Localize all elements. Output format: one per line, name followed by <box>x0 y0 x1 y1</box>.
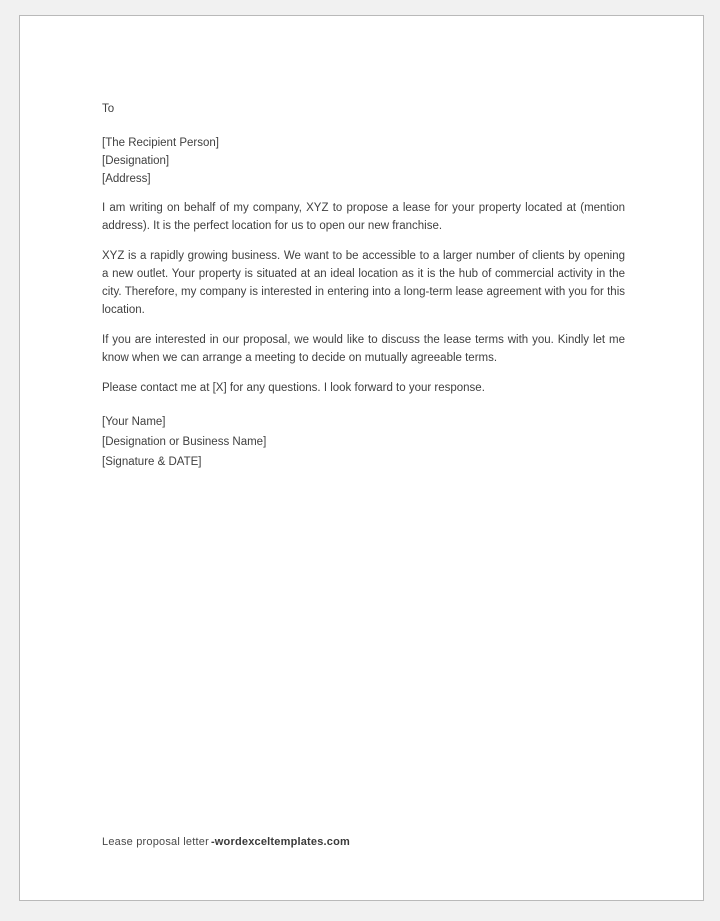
letter-body <box>102 100 625 473</box>
salutation: To <box>102 103 115 115</box>
footer-website: -wordexceltemplates.com <box>210 836 351 848</box>
document-footer <box>102 836 350 848</box>
document-page <box>19 15 704 901</box>
paragraph-proposal-discussion: If you are interested in our proposal, we would like to discuss the lease terms with you. Kindly let me know when we can arrange a meeting to decide on mutually agreeable terms. <box>102 334 625 364</box>
recipient-block <box>102 134 625 188</box>
recipient-designation-placeholder: [Designation] <box>102 155 170 167</box>
signature-date-placeholder: [Signature & DATE] <box>102 456 202 468</box>
sender-designation-placeholder: [Designation or Business Name] <box>102 436 267 448</box>
sender-name-placeholder: [Your Name] <box>102 416 166 428</box>
closing-block <box>102 413 625 471</box>
paragraph-contact: Please contact me at [X] for any questions. I look forward to your response. <box>102 382 485 394</box>
recipient-name-placeholder: [The Recipient Person] <box>102 137 219 149</box>
paragraph-introduction: I am writing on behalf of my company, XYZ to propose a lease for your property located at (mention address). It is the perfect location for us to open our new franchise. <box>102 202 625 232</box>
paragraph-business-details: XYZ is a rapidly growing business. We want to be accessible to a larger number of clients by opening a new outlet. Your property is situated at an ideal location as it is the hub of commercial activity in the city. Therefore, my company is interested in entering into a long-term lease agreement with you for this location. <box>102 250 625 316</box>
recipient-address-placeholder: [Address] <box>102 173 151 185</box>
footer-title: Lease proposal letter <box>102 836 209 848</box>
